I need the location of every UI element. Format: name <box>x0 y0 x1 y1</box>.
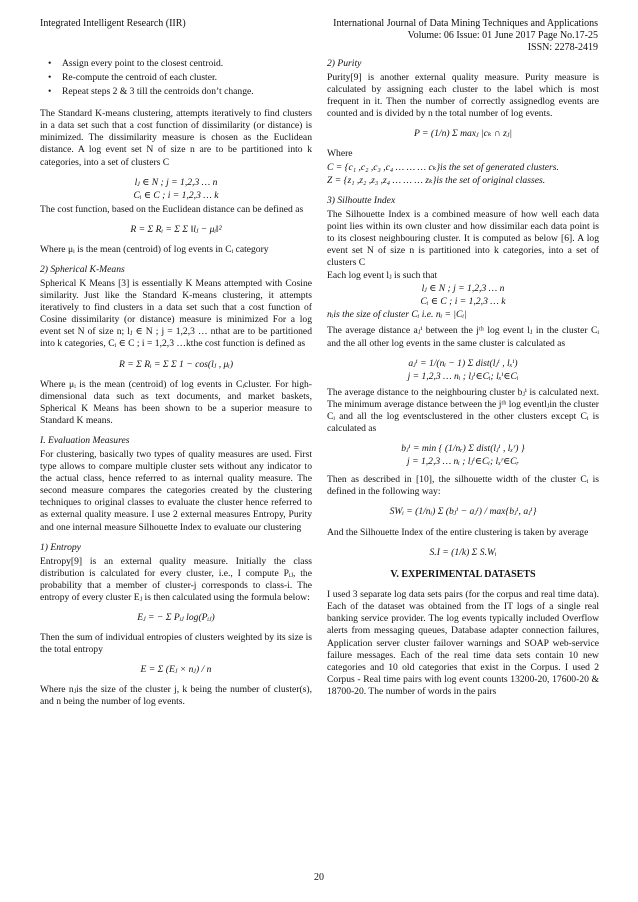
page-number: 20 <box>314 872 324 883</box>
equation: SWᵢ = (1/nᵢ) Σ (bⱼⁱ − aⱼⁱ) / max{bⱼⁱ, aⱼⁱ} <box>389 506 537 518</box>
list-item: • Assign every point to the closest centroid. <box>62 58 312 70</box>
list-item: • Re-compute the centroid of each cluster. <box>62 72 312 84</box>
equation: j = 1,2,3 … nᵢ ; lⱼⁱ∈Cᵢ; lₓʳ∈Cᵣ <box>407 456 519 468</box>
equation: P = (1/n) Σ maxⱼ |cₖ ∩ zⱼ| <box>413 128 513 140</box>
paragraph: I used 3 separate log data sets pairs (for the corpus and real time data). Each of the dataset was obtained from the IT logs of a single real banking service provider. The log events typically included Overflow alerts from messaging queues, Database adapter connection failures, Application server cluster failover warnings and SOAP web-service failure messages. Each of the real time data sets contain 10 new categories and 10 old categories that exist in the Corpus. I used 2 Corpus - Real time pairs with log event counts 13200-20, 17600-20 & 18700-20. The number of words in the pairs <box>327 589 599 697</box>
equation: aⱼⁱ = 1/(nᵢ − 1) Σ dist(lⱼⁱ , lₓⁱ) <box>408 357 518 369</box>
equation: Z = {z₁ ,z₂ ,z₃ ,z₄ … … … zₖ}is the set of original classes. <box>327 174 546 186</box>
paragraph: Entropy[9] is an external quality measure. Initially the class distribution is calculated for every cluster, i.e., I compute Pᵢⱼ, the probability that a member of cluster-j corresponds to class-i. The entropy of every cluster Eⱼ is then calculated using the formula below: <box>40 555 312 603</box>
equation: bⱼⁱ = min { (1/nᵣ) Σ dist(lⱼⁱ , lₓʳ) } <box>401 443 525 455</box>
section-heading: 2) Spherical K-Means <box>40 264 125 276</box>
paragraph: Purity[9] is another external quality measure. Purity measure is calculated by assigning each cluster to the label which is most frequent in it. Then the number of correctly assignedlog events are counted and is divided by n the total number of log events. <box>327 72 599 120</box>
paragraph: The cost function, based on the Euclidean distance can be defined as <box>40 203 304 215</box>
equation: Cᵢ ∈ C ; i = 1,2,3 … k <box>133 189 219 201</box>
equation: lⱼ ∈ N ; j = 1,2,3 … n <box>421 283 505 295</box>
journal-issn: ISSN: 2278-2419 <box>527 42 598 53</box>
paragraph: Where μᵢ is the mean (centroid) of log events in Cᵢcluster. For high-dimensional data such as text documents, and market baskets, Spherical K Means has been shown to be a superior measure to Standard K means. <box>40 378 312 426</box>
paragraph: Each log event lⱼ is such that <box>327 270 438 282</box>
journal-volume: Volume: 06 Issue: 01 June 2017 Page No.17-25 <box>407 30 598 41</box>
equation: S.I = (1/k) Σ S.Wᵢ <box>429 546 497 558</box>
section-heading: V. EXPERIMENTAL DATASETS <box>390 568 536 580</box>
left-column <box>40 58 312 716</box>
paragraph: Spherical K Means [3] is essentially K Means attempted with Cosine similarity. Just like the Standard K-means clustering, it attempts iteratively to find clusters in a data set such that a cost function of Cosine dissimilarity (or distance) measure is minimized For a log event set N of size n; lⱼ ∈ N ; j = 1,2,3 … nthat are to be partitioned into k categories, Cᵢ ∈ C ; i = 1,2,3 …kthe cost function is defined as <box>40 278 312 350</box>
paragraph: The average distance aⱼⁱ between the jᵗʰ log event lⱼ in the cluster Cᵢ and the all other log events in the same cluster is calculated as <box>327 325 599 349</box>
paragraph: Then as described in [10], the silhouette width of the cluster Cᵢ is defined in the following way: <box>327 474 599 498</box>
paragraph: Where <box>327 148 353 160</box>
journal-publisher: Integrated Intelligent Research (IIR) <box>40 18 186 29</box>
section-heading: 2) Purity <box>327 58 362 69</box>
list-item: • Repeat steps 2 & 3 till the centroids don’t change. <box>62 86 312 98</box>
journal-info <box>278 18 598 54</box>
paragraph: Where nⱼis the size of the cluster j, k being the number of cluster(s), and n being the number of log events. <box>40 684 312 708</box>
paragraph: The Silhouette Index is a combined measure of how well each data point lies within its own cluster and how dissimilar each data point is to its closest neighbouring cluster. It is computed as below [6]. A log event set N of size n is partitioned into k categories, into a set of clusters C <box>327 208 599 269</box>
equation: R = Σ Rᵢ = Σ Σ ‖lⱼ − μᵢ‖² <box>130 223 222 235</box>
equation: Eⱼ = − Σ Pᵢⱼ log(Pᵢⱼ) <box>137 611 215 623</box>
equation: E = Σ (Eⱼ × nⱼ) / n <box>140 664 212 676</box>
kmeans-steps-list <box>40 58 312 98</box>
paragraph: And the Silhouette Index of the entire clustering is taken by average <box>327 526 589 538</box>
equation: nᵢis the size of cluster Cᵢ i.e. nᵢ = |Cᵢ| <box>327 309 467 321</box>
section-heading: I. Evaluation Measures <box>40 434 130 446</box>
paragraph: The average distance to the neighbouring cluster bⱼⁱ is calculated next. The minimum average distance between the jᵗʰ log eventlⱼin the cluster Cᵢ and all the log eventsclustered in the other clusters except Cᵢ is calculated as <box>327 386 599 435</box>
paragraph: Then the sum of individual entropies of clusters weighted by its size is the total entropy <box>40 632 312 656</box>
paragraph: Where μᵢ is the mean (centroid) of log events in Cᵢ category <box>40 243 269 255</box>
right-column <box>327 58 599 706</box>
journal-title: International Journal of Data Mining Techniques and Applications <box>333 18 598 29</box>
paragraph: For clustering, basically two types of quality measures are used. First type allows to compare multiple cluster sets without any indicator to the actual class, hence referred to as internal quality measure. The second measure compares the categories created by the clustering techniques to original classes to evaluate the cluster hence referred to as external quality measure. I use 2 external measures Entropy, Purity and one internal measure Silhouette Index to evaluate our clustering <box>40 449 312 533</box>
equation: C = {c₁ ,c₂ ,c₃ ,c₄ … … … cₖ}is the set of generated clusters. <box>327 161 559 173</box>
equation: lⱼ ∈ N ; j = 1,2,3 … n <box>134 176 218 188</box>
paragraph: The Standard K-means clustering, attempts iteratively to find clusters in a data set such that a cost function of dissimilarity (or distance) is minimized. The dissimilarity measure is chosen as the Euclidean distance. A log event set N of size n are to be partitioned into k categories, into a set of clusters C <box>40 108 312 168</box>
equation: Cᵢ ∈ C ; i = 1,2,3 … k <box>420 296 506 308</box>
equation: j = 1,2,3 … nᵢ ; lⱼⁱ∈Cᵢ; lₓⁱ∈Cᵢ <box>407 370 519 382</box>
section-heading: 1) Entropy <box>40 541 81 553</box>
section-heading: 3) Silhoutte Index <box>327 194 396 206</box>
equation: R = Σ Rᵢ = Σ Σ 1 − cos(lⱼ , μᵢ) <box>118 358 234 370</box>
